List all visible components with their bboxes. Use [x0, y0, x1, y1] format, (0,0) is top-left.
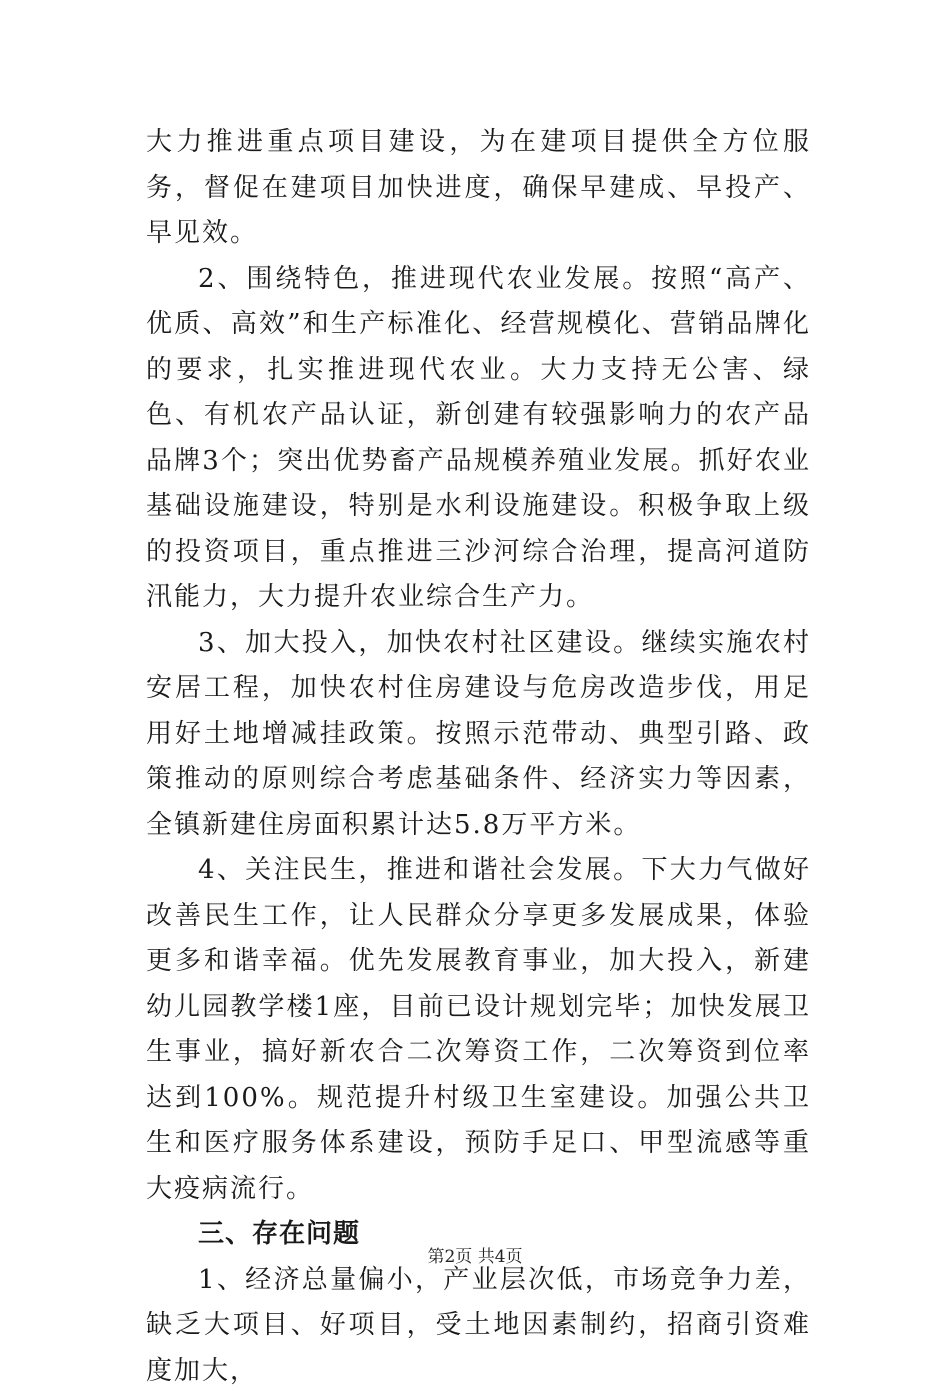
paragraph-agriculture: 2、围绕特色，推进现代农业发展。按照“高产、优质、高效”和生产标准化、经营规模化、营销品牌化的要求，扎实推进现代农业。大力支持无公害、绿色、有机农产品认证，新创建有较强影响力的农产品品牌3个；突出优势畜产品规模养殖业发展。抓好农业基础设施建设，特别是水利设施建设。积极争取上级的投资项目，重点推进三沙河综合治理，提高河道防汛能力，大力提升农业综合生产力。 [146, 257, 811, 621]
paragraph-rural-community: 3、加大投入，加快农村社区建设。继续实施农村安居工程，加快农村住房建设与危房改造步伐，用足用好土地增减挂政策。按照示范带动、典型引路、政策推动的原则综合考虑基础条件、经济实力等因素，全镇新建住房面积累计达5.8万平方米。 [146, 621, 811, 849]
section-heading: 三、存在问题 [146, 1212, 811, 1258]
paragraph-livelihood: 4、关注民生，推进和谐社会发展。下大力气做好改善民生工作，让人民群众分享更多发展成果，体验更多和谐幸福。优先发展教育事业，加大投入，新建幼儿园教学楼1座，目前已设计规划完毕；加快发展卫生事业，搞好新农合二次筹资工作，二次筹资到位率达到100%。规范提升村级卫生室建设。加强公共卫生和医疗服务体系建设，预防手足口、甲型流感等重大疫病流行。 [146, 848, 811, 1212]
paragraph-continuation: 大力推进重点项目建设，为在建项目提供全方位服务，督促在建项目加快进度，确保早建成、早投产、早见效。 [146, 120, 811, 257]
paragraph-problems: 1、经济总量偏小，产业层次低，市场竞争力差，缺乏大项目、好项目，受土地因素制约，招商引资难度加大， [146, 1258, 811, 1394]
page-number-footer: 第2页 共4页 [0, 1242, 950, 1267]
document-body [146, 120, 811, 1394]
